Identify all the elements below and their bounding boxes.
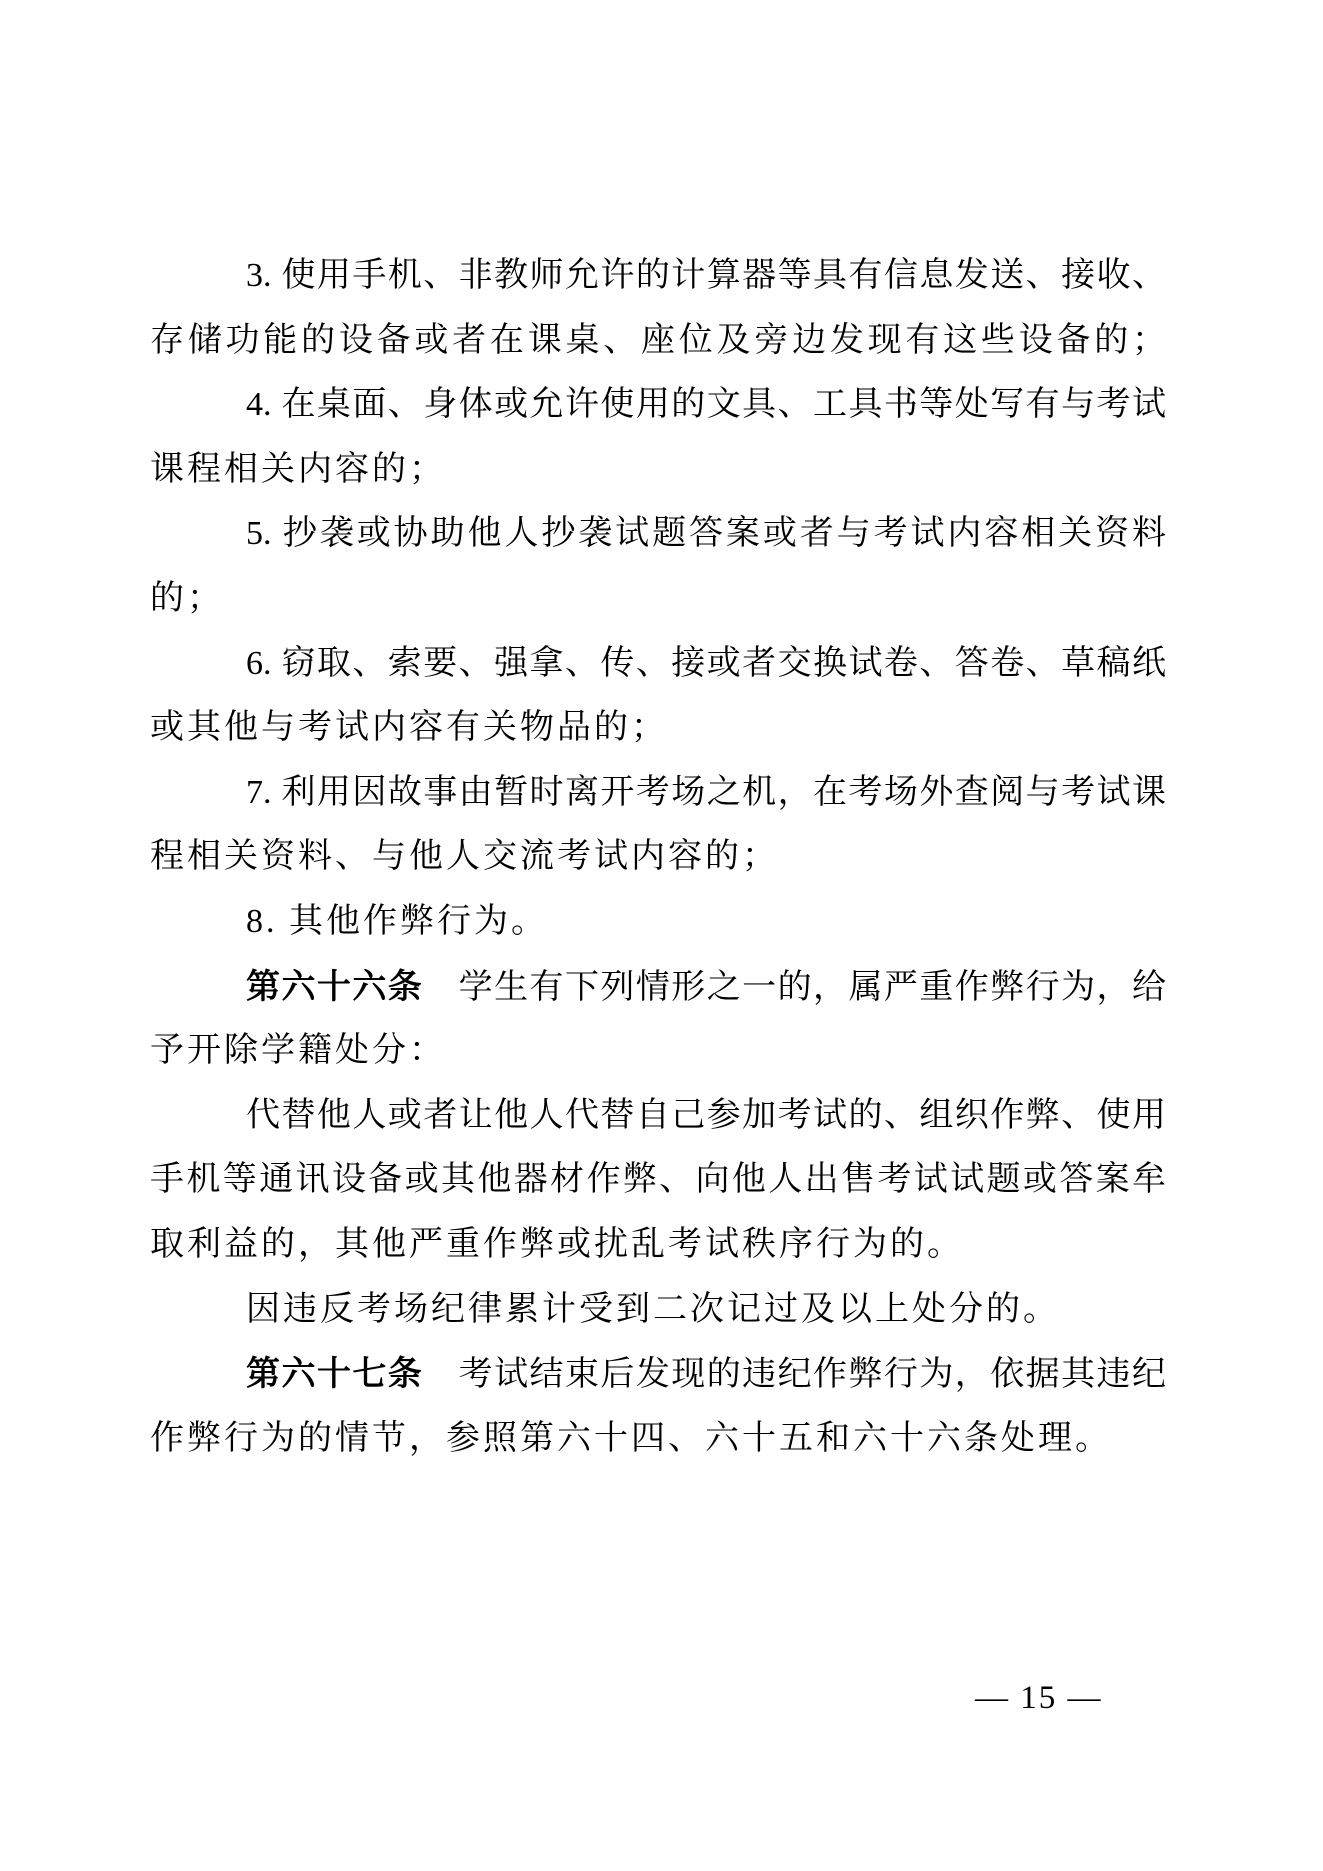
text-segment: 程相关资料、与他人交流考试内容的； <box>150 838 779 876</box>
text-line <box>150 825 1166 890</box>
text-line <box>150 244 1166 309</box>
text-segment: 的； <box>150 579 224 617</box>
text-segment: 8. 其他作弊行为。 <box>246 902 548 940</box>
text-segment: 代替他人或者让他人代替自己参加考试的、组织作弊、使用 <box>246 1096 1166 1134</box>
text-segment: 予开除学籍处分： <box>150 1032 446 1070</box>
text-line <box>150 373 1166 438</box>
text-line <box>150 1278 1166 1343</box>
text-segment: 课程相关内容的； <box>150 450 446 488</box>
text-segment: 7. 利用因故事由暂时离开考场之机，在考场外查阅与考试课 <box>246 773 1166 811</box>
text-line <box>150 1019 1166 1084</box>
article-number: 第六十七条 <box>246 1355 424 1394</box>
text-line <box>150 1342 1166 1407</box>
text-line <box>150 1407 1166 1472</box>
text-line <box>150 1084 1166 1149</box>
document-text-block <box>150 244 1166 1471</box>
text-segment: 学生有下列情形之一的，属严重作弊行为，给 <box>423 968 1167 1006</box>
text-segment: 或其他与考试内容有关物品的； <box>150 709 668 747</box>
text-line <box>150 761 1166 826</box>
text-line <box>150 438 1166 503</box>
text-segment: 存储功能的设备或者在课桌、座位及旁边发现有这些设备的； <box>150 321 1166 359</box>
page-number: — 15 — <box>975 1680 1103 1716</box>
text-line <box>150 1148 1166 1213</box>
text-segment: 考试结束后发现的违纪作弊行为，依据其违纪 <box>423 1356 1167 1394</box>
text-segment: 3. 使用手机、非教师允许的计算器等具有信息发送、接收、 <box>246 257 1166 294</box>
text-segment: 5. 抄袭或协助他人抄袭试题答案或者与考试内容相关资料 <box>246 515 1166 553</box>
text-line <box>150 567 1166 632</box>
text-segment: 作弊行为的情节，参照第六十四、六十五和六十六条处理。 <box>150 1419 1112 1457</box>
text-segment: 手机等通讯设备或其他器材作弊、向他人出售考试试题或答案牟 <box>150 1161 1166 1199</box>
text-line <box>150 502 1166 567</box>
text-line <box>150 955 1166 1020</box>
text-segment: 因违反考场纪律累计受到二次记过及以上处分的。 <box>246 1290 1060 1328</box>
article-number: 第六十六条 <box>246 967 424 1006</box>
text-segment: 6. 窃取、索要、强拿、传、接或者交换试卷、答卷、草稿纸 <box>246 644 1166 682</box>
text-segment: 取利益的，其他严重作弊或扰乱考试秩序行为的。 <box>150 1225 964 1263</box>
text-line <box>150 696 1166 761</box>
text-line <box>150 309 1166 374</box>
text-line <box>150 890 1166 955</box>
text-line <box>150 1213 1166 1278</box>
text-segment: 4. 在桌面、身体或允许使用的文具、工具书等处写有与考试 <box>246 386 1166 424</box>
text-line <box>150 632 1166 697</box>
